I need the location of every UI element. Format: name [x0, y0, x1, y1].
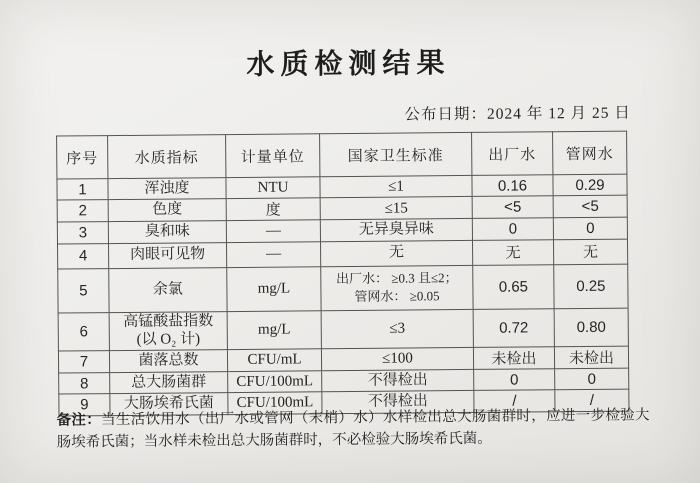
cell-no: 8 [59, 373, 110, 395]
cell-unit: CFU/mL [227, 349, 321, 372]
cell-standard: ≤1 [320, 175, 472, 198]
header-pipeline-water: 管网水 [553, 131, 627, 175]
footnote-text: 当生活饮用水（出厂水或管网（末梢）水）水样检出总大肠菌群时，应进一步检验大肠埃希氏菌；当水样未检出总大肠菌群时，不必检验大肠埃希氏菌。 [56, 407, 650, 452]
cell-no: 4 [58, 243, 109, 268]
cell-pipeline-value: 无 [553, 239, 627, 265]
cell-standard: 不得检出 [322, 391, 474, 414]
cell-pipeline-value: <5 [553, 195, 627, 218]
cell-unit: 度 [226, 198, 320, 221]
publish-date-label: 公布日期： [404, 105, 488, 124]
cell-factory-value: 未检出 [473, 347, 554, 370]
header-standard: 国家卫生标准 [320, 132, 472, 176]
cell-no: 9 [59, 394, 110, 416]
header-indicator: 水质指标 [108, 135, 226, 179]
table-row [58, 308, 628, 351]
cell-factory-value: 0.72 [473, 308, 554, 347]
cell-factory-value: 0 [474, 369, 555, 391]
table-row [58, 264, 628, 313]
cell-factory-value: 0.65 [473, 264, 554, 309]
cell-no: 6 [58, 312, 109, 351]
cell-indicator: 总大肠菌群 [110, 372, 228, 394]
cell-standard: ≤3 [321, 309, 473, 349]
cell-no: 1 [57, 179, 108, 201]
cell-unit: CFU/100mL [228, 392, 322, 414]
cell-factory-value: 无 [472, 239, 553, 265]
cell-unit: — [226, 220, 320, 242]
cell-pipeline-value: 0 [555, 368, 629, 390]
cell-indicator: 肉眼可见物 [109, 242, 227, 268]
cell-unit: — [227, 241, 321, 267]
cell-indicator: 臭和味 [108, 221, 226, 243]
results-table [56, 131, 629, 416]
footnote-label: 备注： [56, 412, 102, 429]
cell-pipeline-value: 0.80 [554, 308, 628, 347]
cell-standard: ≤100 [321, 347, 473, 370]
cell-standard: ≤15 [320, 197, 472, 220]
cell-indicator: 菌落总数 [109, 350, 227, 373]
cell-unit: NTU [226, 177, 320, 199]
table-header-row [57, 131, 627, 179]
cell-pipeline-value: / [555, 389, 629, 411]
cell-standard: 出厂水： ≥0.3 且≤2； 管网水： ≥0.05 [321, 265, 473, 310]
publish-date-value: 2024 年 12 月 25 日 [486, 104, 631, 123]
cell-factory-value: <5 [472, 196, 553, 219]
cell-pipeline-value: 0.29 [553, 174, 627, 196]
page-title: 水质检测结果 [246, 48, 451, 81]
cell-indicator: 色度 [108, 199, 226, 222]
cell-no: 3 [57, 222, 108, 244]
cell-pipeline-value: 0.25 [554, 264, 628, 309]
cell-indicator: 浑浊度 [108, 178, 226, 200]
cell-factory-value: 0 [472, 218, 553, 240]
cell-unit: mg/L [227, 310, 321, 349]
cell-pipeline-value: 0 [553, 217, 627, 239]
cell-unit: mg/L [227, 266, 321, 311]
header-factory-water: 出厂水 [472, 132, 553, 176]
cell-standard: 无异臭异味 [320, 219, 472, 242]
cell-factory-value: / [474, 390, 555, 412]
cell-no: 2 [57, 200, 108, 222]
cell-unit: CFU/100mL [228, 371, 322, 393]
cell-standard: 不得检出 [322, 369, 474, 392]
cell-no: 5 [58, 268, 109, 312]
cell-no: 7 [58, 351, 109, 373]
footnote [56, 404, 649, 454]
cell-indicator: 大肠埃希氏菌 [110, 393, 228, 415]
cell-standard: 无 [320, 240, 472, 266]
results-table-container [56, 131, 629, 416]
cell-pipeline-value: 未检出 [554, 346, 628, 369]
header-no: 序号 [57, 136, 108, 179]
publish-date [404, 101, 631, 125]
cell-indicator: 余氯 [109, 267, 227, 312]
cell-indicator: 高锰酸盐指数 (以 O₂ 计) [109, 311, 227, 351]
cell-factory-value: 0.16 [472, 175, 553, 197]
header-unit: 计量单位 [226, 134, 320, 178]
